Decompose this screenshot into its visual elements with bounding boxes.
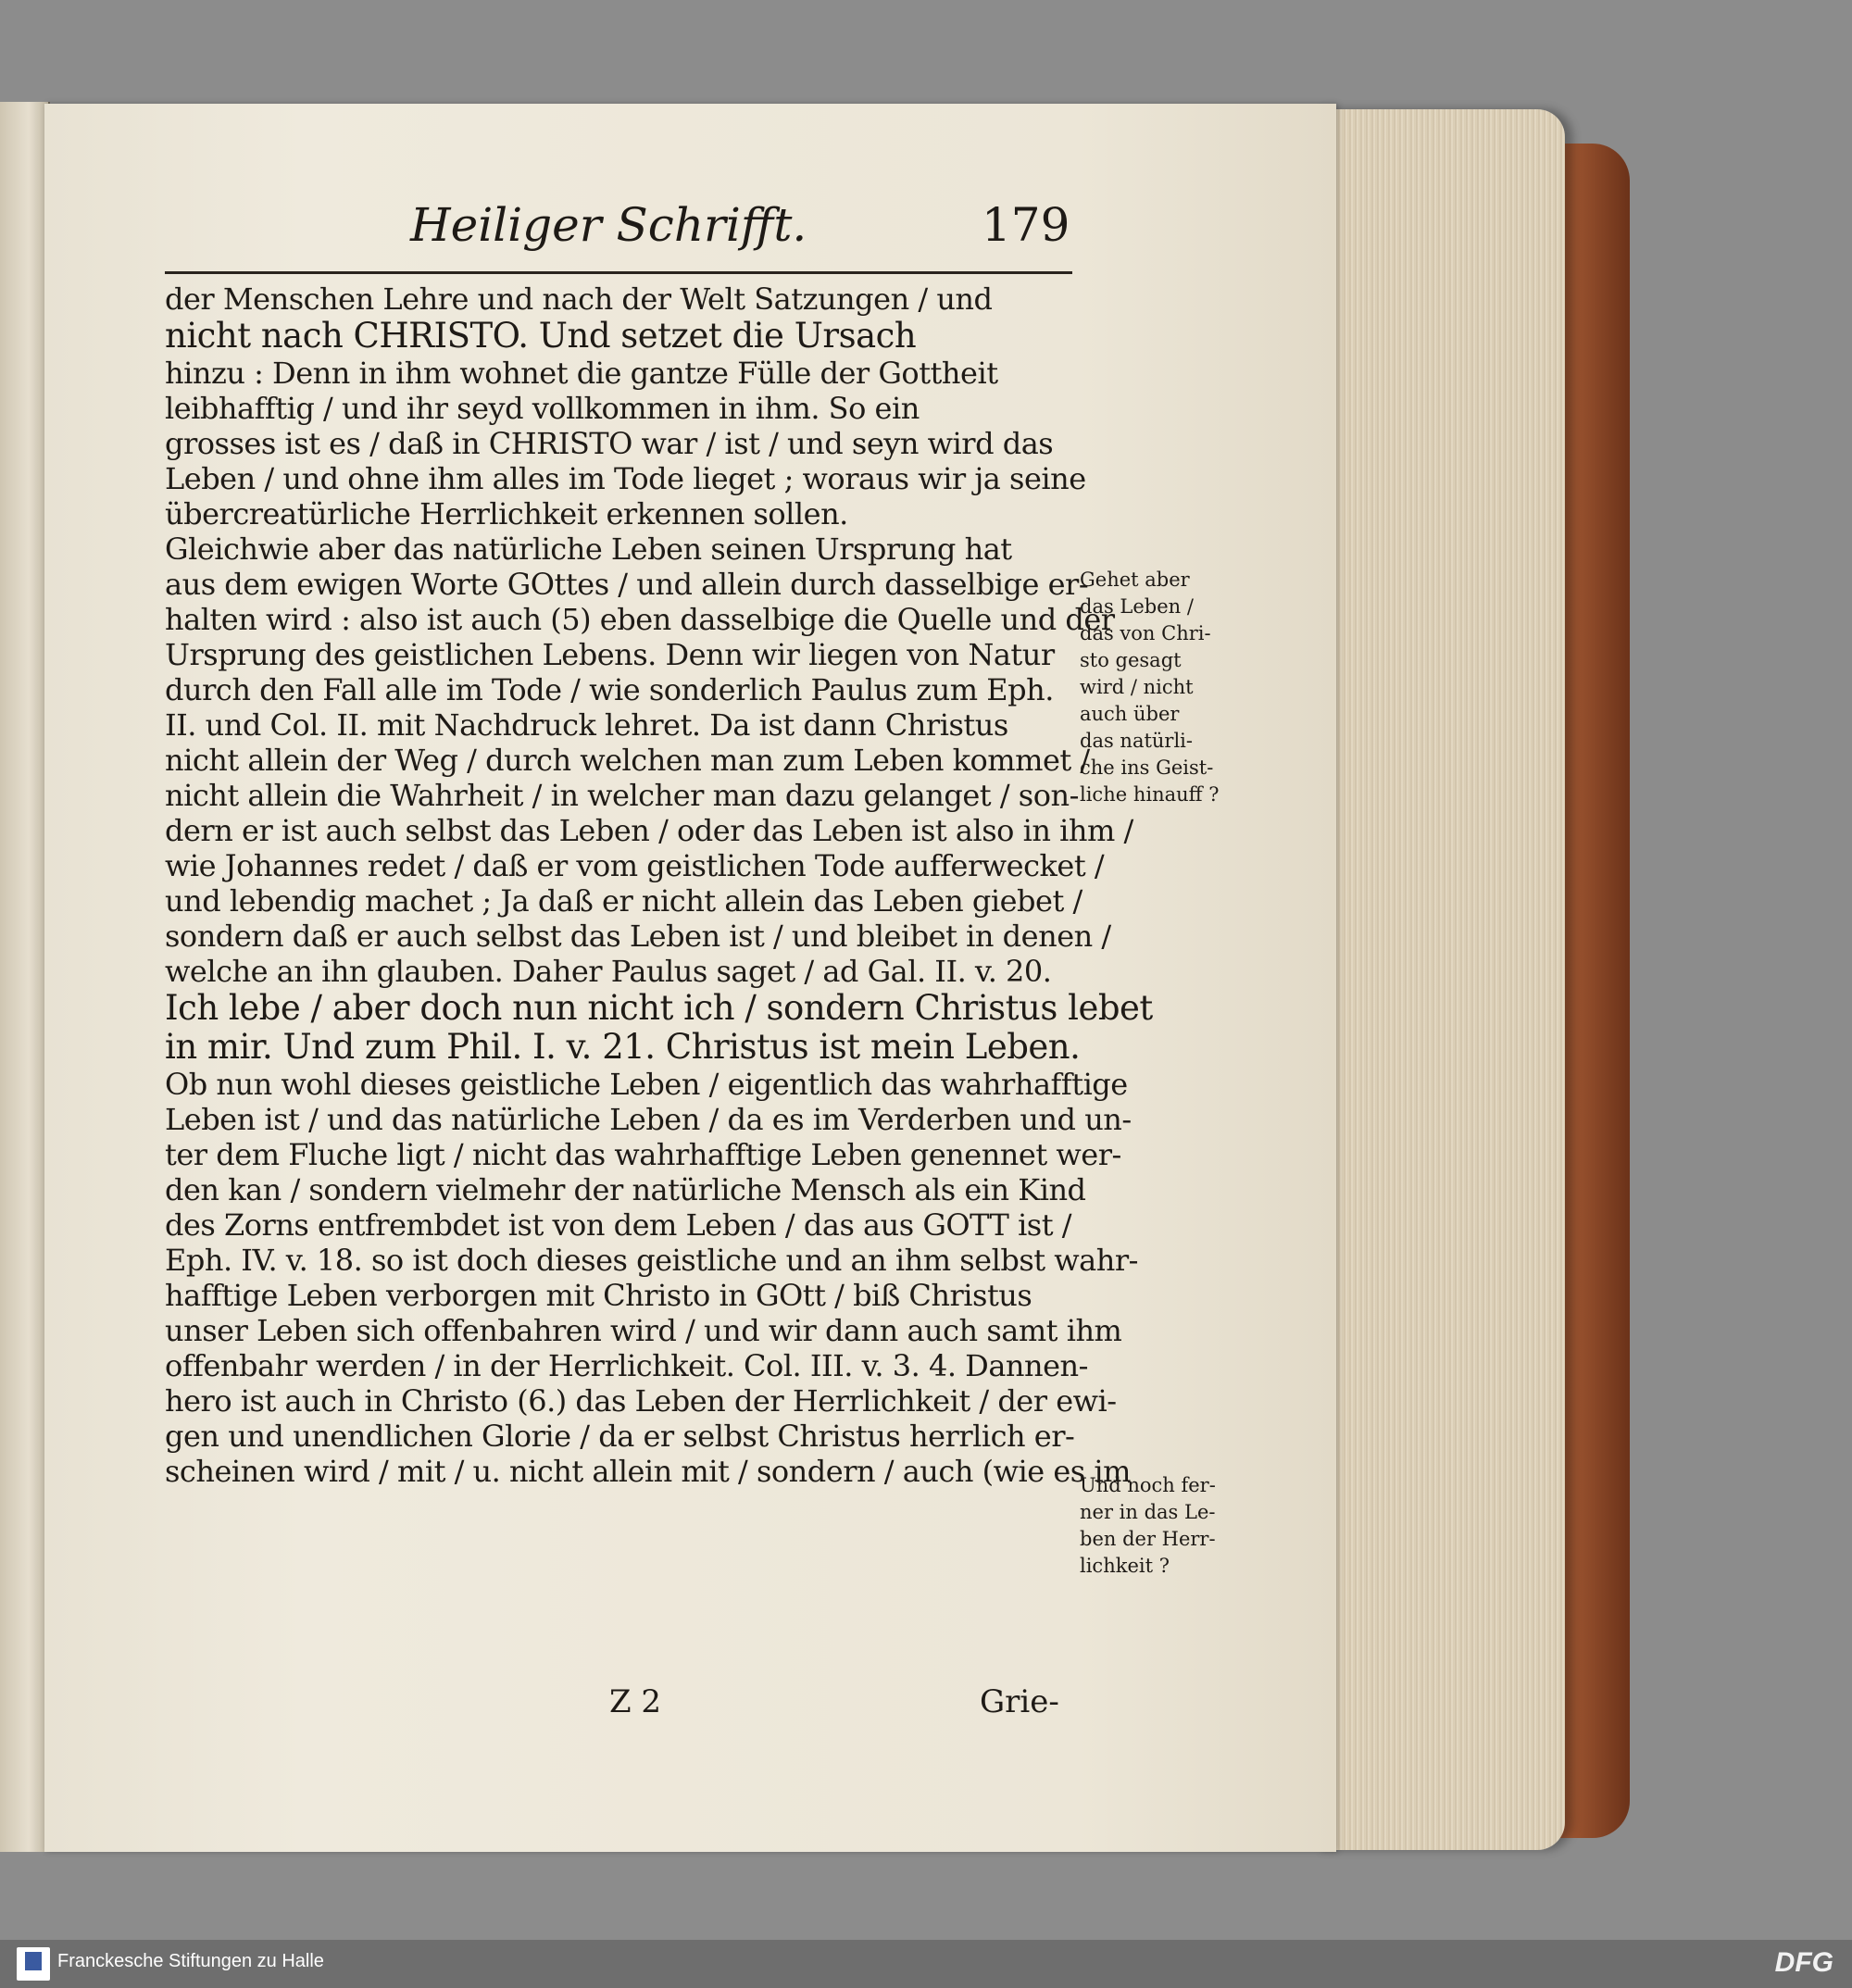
institution-logo-icon bbox=[17, 1947, 50, 1981]
text-line: Leben / und ohne ihm alles im Tode lieget ; woraus wir ja seine bbox=[165, 461, 1086, 496]
text-line: ter dem Fluche ligt / nicht das wahrhafftige Leben genennet wer- bbox=[165, 1137, 1121, 1172]
text-line: Ob nun wohl dieses geistliche Leben / eigentlich das wahrhafftige bbox=[165, 1067, 1128, 1102]
header-rule bbox=[165, 271, 1072, 274]
text-line: Eph. IV. v. 18. so ist doch dieses geistliche und an ihm selbst wahr- bbox=[165, 1243, 1138, 1278]
text-line: hafftige Leben verborgen mit Christo in GOtt / biß Christus bbox=[165, 1278, 1032, 1313]
text-line: Ich lebe / aber doch nun nicht ich / sondern Christus lebet bbox=[165, 988, 1153, 1028]
text-line: hinzu : Denn in ihm wohnet die gantze Fülle der Gottheit bbox=[165, 356, 998, 391]
running-head: Heiliger Schrifft. bbox=[410, 198, 807, 252]
marginal-note-line: ner in das Le- bbox=[1080, 1501, 1216, 1523]
book-page bbox=[44, 104, 1336, 1852]
text-line: hero ist auch in Christo (6.) das Leben der Herrlichkeit / der ewi- bbox=[165, 1383, 1117, 1419]
text-line: unser Leben sich offenbahren wird / und wir dann auch samt ihm bbox=[165, 1313, 1122, 1348]
text-line: nicht nach CHRISTO. Und setzet die Ursach bbox=[165, 316, 917, 356]
text-line: durch den Fall alle im Tode / wie sonderlich Paulus zum Eph. bbox=[165, 672, 1054, 707]
marginal-note-line: Und noch fer- bbox=[1080, 1474, 1216, 1496]
text-line: offenbahr werden / in der Herrlichkeit. Col. III. v. 3. 4. Dannen- bbox=[165, 1348, 1088, 1383]
text-line: übercreatürliche Herrlichkeit erkennen sollen. bbox=[165, 496, 848, 531]
text-line: II. und Col. II. mit Nachdruck lehret. Da ist dann Christus bbox=[165, 707, 1008, 743]
marginal-note-line: Gehet aber bbox=[1080, 569, 1190, 591]
marginal-note-line: auch über bbox=[1080, 703, 1180, 725]
text-line: und lebendig machet ; Ja daß er nicht allein das Leben giebet / bbox=[165, 883, 1082, 919]
text-line: Ursprung des geistlichen Lebens. Denn wir liegen von Natur bbox=[165, 637, 1055, 672]
text-line: in mir. Und zum Phil. I. v. 21. Christus ist mein Leben. bbox=[165, 1027, 1081, 1067]
marginal-note-line: che ins Geist- bbox=[1080, 756, 1214, 779]
catchword: Grie- bbox=[980, 1683, 1059, 1720]
marginal-note-line: das Leben / bbox=[1080, 595, 1194, 618]
left-page-edge bbox=[0, 102, 50, 1852]
text-line: des Zorns entfrembdet ist von dem Leben / das aus GOTT ist / bbox=[165, 1207, 1072, 1243]
text-line: dern er ist auch selbst das Leben / oder das Leben ist also in ihm / bbox=[165, 813, 1133, 848]
text-line: scheinen wird / mit / u. nicht allein mit / sondern / auch (wie es im bbox=[165, 1454, 1131, 1489]
marginal-note-line: lichkeit ? bbox=[1080, 1555, 1170, 1577]
text-line: nicht allein der Weg / durch welchen man zum Leben kommet / bbox=[165, 743, 1090, 778]
text-line: welche an ihn glauben. Daher Paulus saget / ad Gal. II. v. 20. bbox=[165, 954, 1052, 989]
text-line: grosses ist es / daß in CHRISTO war / ist / und seyn wird das bbox=[165, 426, 1054, 461]
footer-institution: Franckesche Stiftungen zu Halle bbox=[57, 1951, 324, 1971]
marginal-note-line: das natürli- bbox=[1080, 730, 1193, 752]
text-line: sondern daß er auch selbst das Leben ist / und bleibet in denen / bbox=[165, 919, 1111, 954]
marginal-note-line: liche hinauff ? bbox=[1080, 783, 1220, 806]
marginal-note-line: wird / nicht bbox=[1080, 676, 1194, 698]
text-line: nicht allein die Wahrheit / in welcher man dazu gelanget / son- bbox=[165, 778, 1079, 813]
text-line: halten wird : also ist auch (5) eben dasselbige die Quelle und der bbox=[165, 602, 1115, 637]
marginal-note-line: sto gesagt bbox=[1080, 649, 1182, 671]
text-line: Leben ist / und das natürliche Leben / da es im Verderben und un- bbox=[165, 1102, 1132, 1137]
text-line: gen und unendlichen Glorie / da er selbst Christus herrlich er- bbox=[165, 1419, 1075, 1454]
text-line: leibhafftig / und ihr seyd vollkommen in ihm. So ein bbox=[165, 391, 920, 426]
footer-bar bbox=[0, 1940, 1852, 1988]
page-edges bbox=[1315, 109, 1565, 1850]
text-line: den kan / sondern vielmehr der natürliche Mensch als ein Kind bbox=[165, 1172, 1086, 1207]
page-header bbox=[165, 193, 1072, 276]
text-line: wie Johannes redet / daß er vom geistlichen Tode aufferwecket / bbox=[165, 848, 1105, 883]
text-line: Gleichwie aber das natürliche Leben seinen Ursprung hat bbox=[165, 531, 1012, 567]
text-line: der Menschen Lehre und nach der Welt Satzungen / und bbox=[165, 281, 993, 317]
signature-mark: Z 2 bbox=[609, 1683, 662, 1720]
page-number: 179 bbox=[982, 198, 1070, 252]
text-line: aus dem ewigen Worte GOttes / und allein durch dasselbige er- bbox=[165, 567, 1089, 602]
marginal-note-1 bbox=[1080, 567, 1265, 808]
marginal-note-2 bbox=[1080, 1472, 1265, 1580]
dfg-logo: DFG bbox=[1774, 1947, 1833, 1978]
marginal-note-line: das von Chri- bbox=[1080, 622, 1211, 644]
marginal-note-line: ben der Herr- bbox=[1080, 1528, 1216, 1550]
